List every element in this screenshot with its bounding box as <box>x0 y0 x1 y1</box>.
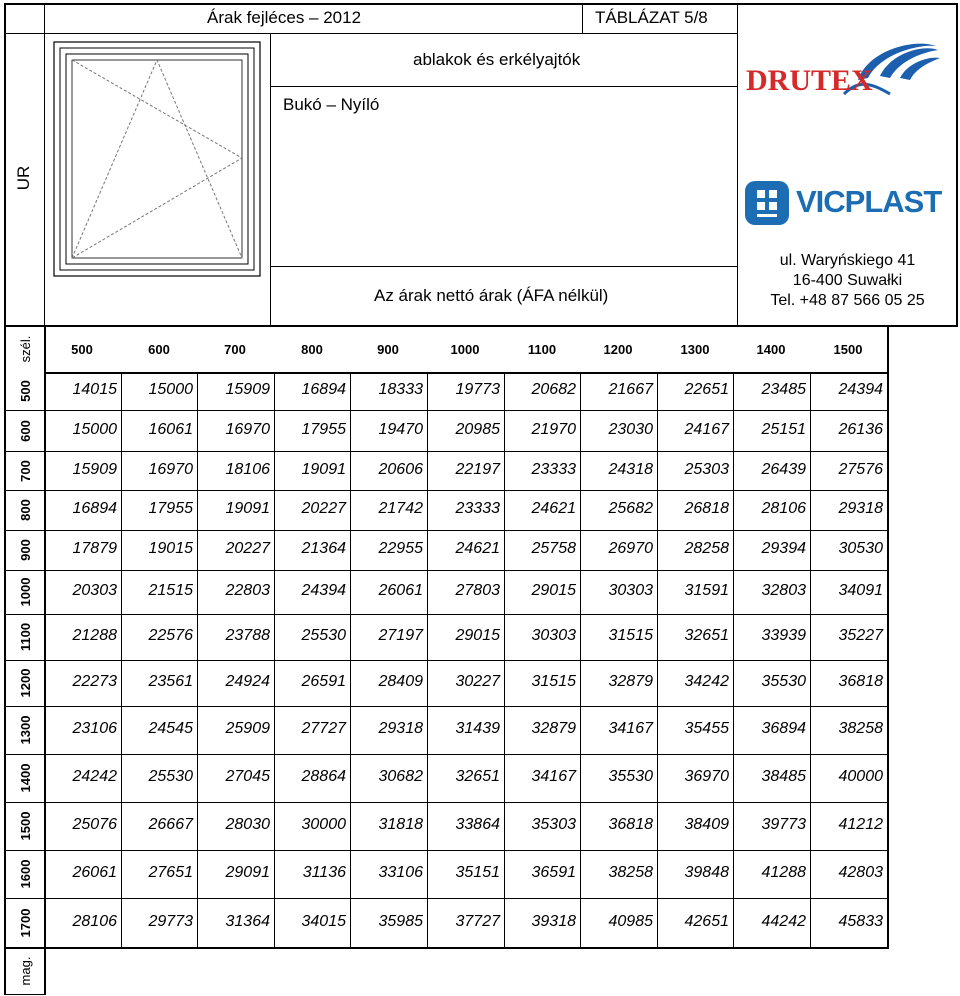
price-cell: 21970 <box>531 421 576 438</box>
width-column-header: 700 <box>224 342 246 357</box>
price-cell: 15909 <box>72 461 117 478</box>
price-cell: 32651 <box>455 768 500 785</box>
height-row-header: 1500 <box>18 811 33 841</box>
width-column-header: 500 <box>71 342 93 357</box>
price-cell: 19091 <box>225 500 270 517</box>
price-cell: 16894 <box>72 500 117 517</box>
row-line <box>4 802 889 803</box>
price-cell: 36894 <box>761 720 806 737</box>
price-cell: 30000 <box>301 816 346 833</box>
price-cell: 38485 <box>761 768 806 785</box>
price-cell: 22576 <box>148 627 193 644</box>
price-cell: 18106 <box>225 461 270 478</box>
price-cell: 27576 <box>838 461 883 478</box>
price-cell: 24242 <box>72 768 117 785</box>
price-cell: 26970 <box>608 540 653 557</box>
height-row-header: 500 <box>18 380 33 402</box>
price-cell: 33864 <box>455 816 500 833</box>
height-row-header: 900 <box>18 539 33 561</box>
price-cell: 23561 <box>148 673 193 690</box>
price-cell: 21515 <box>148 582 193 599</box>
price-cell: 31439 <box>455 720 500 737</box>
price-cell: 35455 <box>684 720 729 737</box>
price-cell: 26136 <box>838 421 883 438</box>
price-cell: 25909 <box>225 720 270 737</box>
price-cell: 30227 <box>455 673 500 690</box>
price-cell: 26591 <box>301 673 346 690</box>
price-cell: 35227 <box>838 627 883 644</box>
price-cell: 25530 <box>148 768 193 785</box>
price-cell: 25303 <box>684 461 729 478</box>
price-cell: 25682 <box>608 500 653 517</box>
price-cell: 34167 <box>531 768 576 785</box>
price-cell: 27045 <box>225 768 270 785</box>
price-cell: 22803 <box>225 582 270 599</box>
price-cell: 25530 <box>301 627 346 644</box>
price-cell: 35530 <box>608 768 653 785</box>
row-line <box>4 410 889 411</box>
price-cell: 25076 <box>72 816 117 833</box>
row-line <box>4 570 889 571</box>
price-cell: 40985 <box>608 913 653 930</box>
price-cell: 19091 <box>301 461 346 478</box>
width-column-header: 900 <box>377 342 399 357</box>
price-cell: 33106 <box>378 864 423 881</box>
price-cell: 24621 <box>531 500 576 517</box>
price-cell: 42803 <box>838 864 883 881</box>
width-column-header: 1000 <box>450 342 480 357</box>
table-number: TÁBLÁZAT 5/8 <box>595 8 708 27</box>
price-cell: 24394 <box>838 381 883 398</box>
price-cell: 36591 <box>531 864 576 881</box>
price-cell: 35303 <box>531 816 576 833</box>
price-cell: 35530 <box>761 673 806 690</box>
price-cell: 28409 <box>378 673 423 690</box>
side-label: UR <box>14 165 33 191</box>
row-line <box>4 660 889 661</box>
price-cell: 17955 <box>148 500 193 517</box>
table-bottom-left <box>4 994 46 995</box>
price-cell: 29773 <box>148 913 193 930</box>
price-cell: 28106 <box>72 913 117 930</box>
price-cell: 27803 <box>455 582 500 599</box>
price-cell: 18333 <box>378 381 423 398</box>
price-cell: 30303 <box>531 627 576 644</box>
price-cell: 24545 <box>148 720 193 737</box>
price-cell: 39773 <box>761 816 806 833</box>
price-cell: 23030 <box>608 421 653 438</box>
price-cell: 16970 <box>225 421 270 438</box>
price-cell: 26061 <box>378 582 423 599</box>
row-line <box>4 898 889 899</box>
price-cell: 29318 <box>378 720 423 737</box>
price-cell: 15000 <box>148 381 193 398</box>
price-cell: 24318 <box>608 461 653 478</box>
price-cell: 22651 <box>684 381 729 398</box>
price-cell: 21288 <box>72 627 117 644</box>
price-cell: 14015 <box>72 381 117 398</box>
price-cell: 17955 <box>301 421 346 438</box>
price-cell: 29318 <box>838 500 883 517</box>
width-column-header: 600 <box>148 342 170 357</box>
width-column-header: 1300 <box>680 342 710 357</box>
price-cell: 36818 <box>838 673 883 690</box>
price-cell: 29091 <box>225 864 270 881</box>
price-cell: 34015 <box>301 913 346 930</box>
price-cell: 29015 <box>531 582 576 599</box>
price-cell: 20227 <box>301 500 346 517</box>
price-cell: 20985 <box>455 421 500 438</box>
address-phone: Tel. +48 87 566 05 25 <box>770 292 925 309</box>
price-cell: 26439 <box>761 461 806 478</box>
price-cell: 16970 <box>148 461 193 478</box>
price-cell: 16894 <box>301 381 346 398</box>
price-cell: 22955 <box>378 540 423 557</box>
price-cell: 21667 <box>608 381 653 398</box>
price-cell: 27197 <box>378 627 423 644</box>
tilt-turn-window-icon <box>46 36 268 324</box>
address-street: ul. Waryńskiego 41 <box>779 252 916 269</box>
price-cell: 41288 <box>761 864 806 881</box>
price-cell: 35151 <box>455 864 500 881</box>
row-line <box>4 614 889 615</box>
price-cell: 22273 <box>72 673 117 690</box>
price-cell: 24394 <box>301 582 346 599</box>
price-cell: 34242 <box>684 673 729 690</box>
price-cell: 19470 <box>378 421 423 438</box>
width-axis-label: szél. <box>18 335 33 363</box>
price-cell: 36818 <box>608 816 653 833</box>
price-cell: 23788 <box>225 627 270 644</box>
price-cell: 27651 <box>148 864 193 881</box>
price-cell: 32879 <box>608 673 653 690</box>
price-cell: 23333 <box>531 461 576 478</box>
price-cell: 26818 <box>684 500 729 517</box>
width-column-header: 1200 <box>603 342 633 357</box>
price-cell: 24621 <box>455 540 500 557</box>
price-cell: 37727 <box>455 913 500 930</box>
vicplast-logo: VICPLAST <box>744 178 954 230</box>
price-cell: 28106 <box>761 500 806 517</box>
row-header-divider <box>44 327 46 995</box>
price-cell: 15000 <box>72 421 117 438</box>
price-cell: 31515 <box>531 673 576 690</box>
price-cell: 25151 <box>761 421 806 438</box>
price-cell: 15909 <box>225 381 270 398</box>
height-row-header: 800 <box>18 499 33 521</box>
price-cell: 34167 <box>608 720 653 737</box>
height-row-header: 700 <box>18 460 33 482</box>
price-cell: 35985 <box>378 913 423 930</box>
row-line <box>4 530 889 531</box>
opening-type: Bukó – Nyíló <box>283 95 380 114</box>
price-cell: 33939 <box>761 627 806 644</box>
price-cell: 19773 <box>455 381 500 398</box>
price-cell: 39318 <box>531 913 576 930</box>
height-row-header: 1300 <box>18 715 33 745</box>
width-column-header: 1100 <box>527 342 557 357</box>
price-cell: 34091 <box>838 582 883 599</box>
height-row-header: 1000 <box>18 577 33 607</box>
height-row-header: 1100 <box>18 622 33 652</box>
price-cell: 38409 <box>684 816 729 833</box>
price-cell: 39848 <box>684 864 729 881</box>
price-cell: 27727 <box>301 720 346 737</box>
row-line <box>4 754 889 755</box>
price-cell: 28030 <box>225 816 270 833</box>
price-cell: 22197 <box>455 461 500 478</box>
height-row-header: 1400 <box>18 763 33 793</box>
price-cell: 26061 <box>72 864 117 881</box>
price-cell: 28258 <box>684 540 729 557</box>
drutex-logo: DRUTEX <box>740 32 955 122</box>
product-category: ablakok és erkélyajtók <box>413 50 581 69</box>
width-column-header: 1400 <box>756 342 786 357</box>
price-cell: 21364 <box>301 540 346 557</box>
price-cell: 32651 <box>684 627 729 644</box>
table-left-border <box>4 327 6 995</box>
height-axis-label: mag. <box>18 956 33 986</box>
price-cell: 23333 <box>455 500 500 517</box>
price-cell: 32879 <box>531 720 576 737</box>
price-cell: 36970 <box>684 768 729 785</box>
price-cell: 38258 <box>608 864 653 881</box>
price-cell: 40000 <box>838 768 883 785</box>
price-cell: 26667 <box>148 816 193 833</box>
price-cell: 20682 <box>531 381 576 398</box>
price-cell: 38258 <box>838 720 883 737</box>
price-cell: 25758 <box>531 540 576 557</box>
price-cell: 42651 <box>684 913 729 930</box>
price-cell: 19015 <box>148 540 193 557</box>
row-line <box>4 490 889 491</box>
vat-note: Az árak nettó árak (ÁFA nélkül) <box>374 286 609 305</box>
width-column-header: 800 <box>301 342 323 357</box>
price-cell: 28864 <box>301 768 346 785</box>
price-cell: 45833 <box>838 913 883 930</box>
price-cell: 29015 <box>455 627 500 644</box>
address-city: 16-400 Suwałki <box>792 272 903 289</box>
page-title: Árak fejléces – 2012 <box>207 8 362 27</box>
price-cell: 31136 <box>302 864 346 881</box>
price-cell: 24167 <box>684 421 729 438</box>
height-row-header: 1200 <box>18 668 33 698</box>
height-row-header: 600 <box>18 420 33 442</box>
price-cell: 16061 <box>148 421 193 438</box>
price-cell: 20303 <box>72 582 117 599</box>
header-divider <box>44 372 889 374</box>
price-cell: 41212 <box>838 816 883 833</box>
price-cell: 31591 <box>684 582 729 599</box>
height-row-header: 1700 <box>18 908 33 938</box>
price-cell: 30530 <box>838 540 883 557</box>
price-cell: 31818 <box>378 816 423 833</box>
window-drawing <box>46 36 268 324</box>
price-cell: 30303 <box>608 582 653 599</box>
row-line <box>4 850 889 851</box>
price-cell: 23106 <box>72 720 117 737</box>
width-column-header: 1500 <box>833 342 863 357</box>
price-cell: 32803 <box>761 582 806 599</box>
price-cell: 30682 <box>378 768 423 785</box>
price-cell: 20606 <box>378 461 423 478</box>
company-address <box>740 251 955 311</box>
row-line <box>4 451 889 452</box>
price-cell: 17879 <box>72 540 117 557</box>
price-cell: 31515 <box>608 627 653 644</box>
price-cell: 21742 <box>378 500 423 517</box>
price-cell: 29394 <box>761 540 806 557</box>
price-cell: 20227 <box>225 540 270 557</box>
row-line <box>4 706 889 707</box>
table-right-border <box>887 327 889 948</box>
price-cell: 23485 <box>761 381 806 398</box>
price-cell: 24924 <box>225 673 270 690</box>
price-cell: 44242 <box>761 913 806 930</box>
height-row-header: 1600 <box>18 859 33 889</box>
price-cell: 31364 <box>225 913 270 930</box>
row-line <box>4 947 889 949</box>
